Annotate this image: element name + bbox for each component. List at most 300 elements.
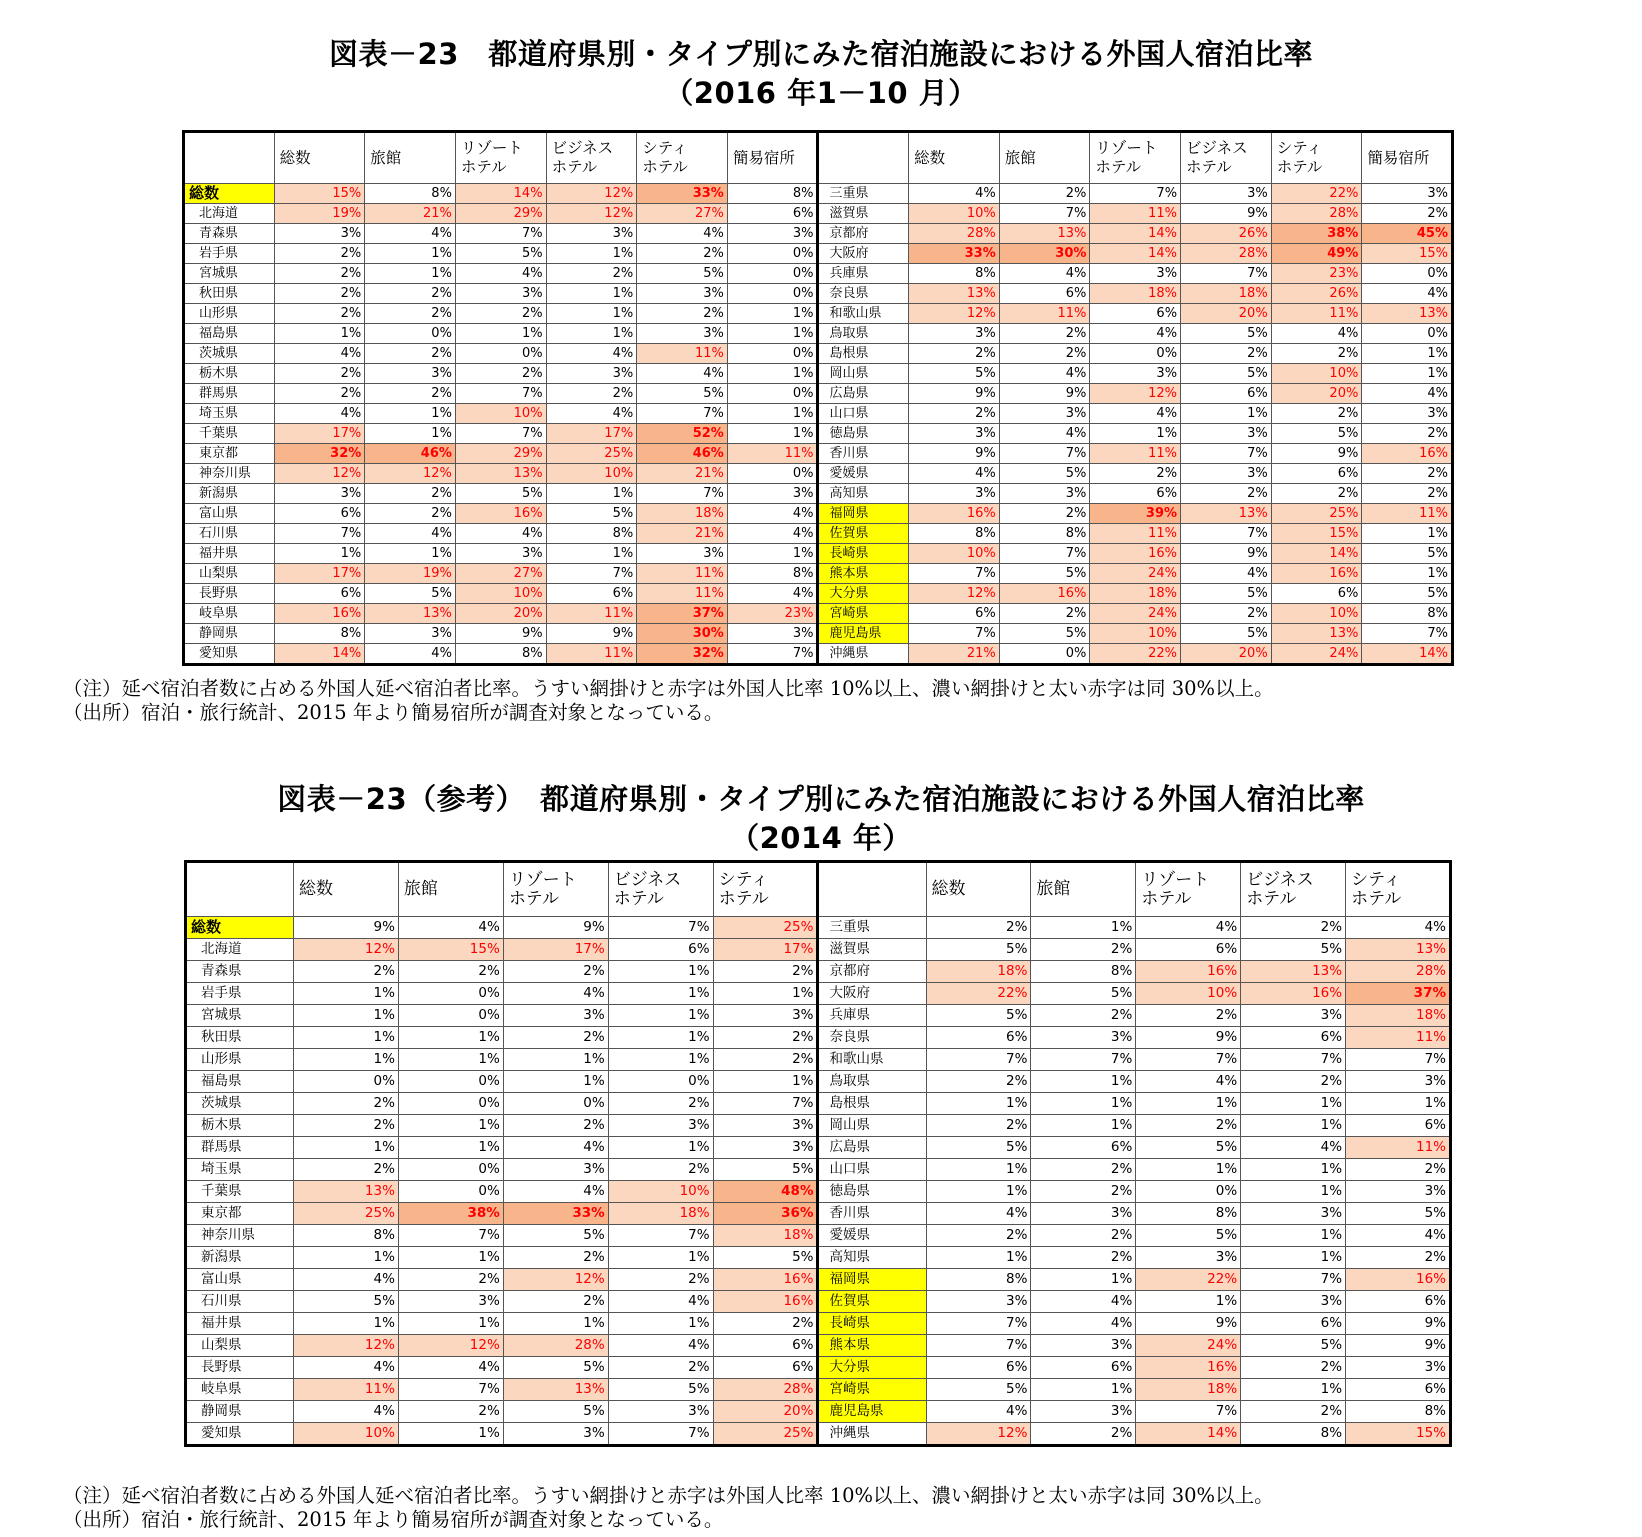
table-row <box>184 604 1453 624</box>
value-cell: 2% <box>1031 939 1136 961</box>
value-cell: 3% <box>1241 1005 1346 1027</box>
value-cell: 2% <box>1362 464 1453 484</box>
value-cell: 11% <box>546 604 637 624</box>
value-cell: 36% <box>713 1203 818 1225</box>
value-cell: 2% <box>1181 344 1272 364</box>
value-cell: 3% <box>1362 184 1453 204</box>
value-cell: 4% <box>926 1401 1031 1423</box>
row-label: 神奈川県 <box>184 464 275 484</box>
row-label: 茨城県 <box>186 1093 294 1115</box>
value-cell: 8% <box>546 524 637 544</box>
value-cell: 5% <box>608 1379 713 1401</box>
value-cell: 4% <box>1031 1291 1136 1313</box>
value-cell: 0% <box>398 1005 503 1027</box>
table-row <box>186 1247 1451 1269</box>
value-cell: 4% <box>727 504 818 524</box>
value-cell: 1% <box>1181 404 1272 424</box>
value-cell: 4% <box>503 1181 608 1203</box>
column-header: ビジネス ホテル <box>608 862 713 917</box>
value-cell: 20% <box>713 1401 818 1423</box>
row-label: 静岡県 <box>184 624 275 644</box>
value-cell: 6% <box>1090 304 1181 324</box>
table-row <box>186 1027 1451 1049</box>
value-cell: 5% <box>999 464 1090 484</box>
row-label: 宮崎県 <box>818 1379 926 1401</box>
value-cell: 3% <box>1346 1181 1451 1203</box>
value-cell: 2% <box>713 961 818 983</box>
value-cell: 20% <box>1181 304 1272 324</box>
value-cell: 7% <box>727 644 818 665</box>
value-cell: 1% <box>1031 1071 1136 1093</box>
value-cell: 2% <box>455 304 546 324</box>
row-label: 石川県 <box>186 1291 294 1313</box>
value-cell: 9% <box>1136 1313 1241 1335</box>
table1-grid <box>182 130 1454 666</box>
row-label: 愛知県 <box>186 1423 294 1446</box>
value-cell: 1% <box>546 244 637 264</box>
value-cell: 17% <box>713 939 818 961</box>
value-cell: 3% <box>926 1291 1031 1313</box>
value-cell: 13% <box>1181 504 1272 524</box>
value-cell: 3% <box>1031 1027 1136 1049</box>
column-header: 旅館 <box>398 862 503 917</box>
value-cell: 14% <box>1362 644 1453 665</box>
value-cell: 0% <box>365 324 456 344</box>
table-row <box>186 1269 1451 1291</box>
value-cell: 12% <box>365 464 456 484</box>
value-cell: 4% <box>727 584 818 604</box>
value-cell: 11% <box>637 344 728 364</box>
value-cell: 8% <box>365 184 456 204</box>
table-row <box>184 644 1453 665</box>
value-cell: 2% <box>608 1093 713 1115</box>
value-cell: 2% <box>1181 604 1272 624</box>
value-cell: 16% <box>999 584 1090 604</box>
value-cell: 3% <box>909 424 1000 444</box>
value-cell: 3% <box>1181 464 1272 484</box>
value-cell: 2% <box>503 1027 608 1049</box>
value-cell: 7% <box>398 1379 503 1401</box>
value-cell: 1% <box>1031 917 1136 939</box>
value-cell: 5% <box>503 1401 608 1423</box>
row-label: 山口県 <box>818 404 909 424</box>
value-cell: 2% <box>1031 1423 1136 1446</box>
value-cell: 7% <box>713 1093 818 1115</box>
value-cell: 2% <box>365 284 456 304</box>
value-cell: 7% <box>398 1225 503 1247</box>
table-row <box>184 264 1453 284</box>
value-cell: 9% <box>455 624 546 644</box>
value-cell: 2% <box>999 604 1090 624</box>
value-cell: 1% <box>608 1005 713 1027</box>
value-cell: 6% <box>1181 384 1272 404</box>
value-cell: 8% <box>1362 604 1453 624</box>
column-header: 旅館 <box>365 132 456 184</box>
value-cell: 6% <box>1271 464 1362 484</box>
value-cell: 3% <box>455 544 546 564</box>
value-cell: 7% <box>1136 1401 1241 1423</box>
table-row <box>184 484 1453 504</box>
value-cell: 6% <box>1031 1357 1136 1379</box>
value-cell: 5% <box>1136 1137 1241 1159</box>
value-cell: 1% <box>546 324 637 344</box>
value-cell: 11% <box>1346 1137 1451 1159</box>
value-cell: 6% <box>274 504 365 524</box>
table1-source: （出所）宿泊・旅行統計、2015 年より簡易宿所が調査対象となっている。 <box>63 701 724 724</box>
value-cell: 2% <box>608 1269 713 1291</box>
row-label: 長崎県 <box>818 544 909 564</box>
value-cell: 2% <box>909 404 1000 424</box>
value-cell: 29% <box>455 444 546 464</box>
value-cell: 6% <box>1031 1137 1136 1159</box>
value-cell: 0% <box>727 384 818 404</box>
value-cell: 7% <box>608 1423 713 1446</box>
value-cell: 24% <box>1090 564 1181 584</box>
value-cell: 1% <box>926 1247 1031 1269</box>
value-cell: 2% <box>294 1115 399 1137</box>
value-cell: 7% <box>1181 524 1272 544</box>
value-cell: 1% <box>926 1181 1031 1203</box>
value-cell: 3% <box>274 484 365 504</box>
row-label: 佐賀県 <box>818 1291 926 1313</box>
value-cell: 8% <box>999 524 1090 544</box>
value-cell: 1% <box>1241 1225 1346 1247</box>
value-cell: 22% <box>1271 184 1362 204</box>
value-cell: 2% <box>274 364 365 384</box>
value-cell: 6% <box>1241 1027 1346 1049</box>
value-cell: 1% <box>274 544 365 564</box>
table-row <box>184 584 1453 604</box>
table2-subtitle: （2014 年） <box>730 821 912 855</box>
value-cell: 3% <box>398 1291 503 1313</box>
row-label: 高知県 <box>818 1247 926 1269</box>
value-cell: 24% <box>1090 604 1181 624</box>
value-cell: 12% <box>398 1335 503 1357</box>
value-cell: 11% <box>637 584 728 604</box>
value-cell: 5% <box>546 504 637 524</box>
value-cell: 17% <box>546 424 637 444</box>
value-cell: 2% <box>398 1401 503 1423</box>
value-cell: 5% <box>503 1357 608 1379</box>
row-label: 栃木県 <box>184 364 275 384</box>
value-cell: 11% <box>1362 504 1453 524</box>
value-cell: 2% <box>1271 484 1362 504</box>
row-label: 高知県 <box>818 484 909 504</box>
row-label: 兵庫県 <box>818 264 909 284</box>
row-label: 滋賀県 <box>818 204 909 224</box>
row-label: 岐阜県 <box>184 604 275 624</box>
row-label: 新潟県 <box>184 484 275 504</box>
value-cell: 1% <box>546 304 637 324</box>
value-cell: 13% <box>455 464 546 484</box>
value-cell: 4% <box>274 404 365 424</box>
value-cell: 2% <box>1031 1225 1136 1247</box>
value-cell: 2% <box>274 264 365 284</box>
value-cell: 16% <box>713 1291 818 1313</box>
value-cell: 1% <box>608 961 713 983</box>
value-cell: 13% <box>1362 304 1453 324</box>
row-label: 三重県 <box>818 184 909 204</box>
table2-grid <box>184 860 1452 1447</box>
value-cell: 8% <box>274 624 365 644</box>
value-cell: 28% <box>1271 204 1362 224</box>
value-cell: 7% <box>926 1313 1031 1335</box>
value-cell: 5% <box>1362 584 1453 604</box>
table-row <box>186 1159 1451 1181</box>
value-cell: 7% <box>637 404 728 424</box>
value-cell: 3% <box>1136 1247 1241 1269</box>
row-label: 新潟県 <box>186 1247 294 1269</box>
value-cell: 4% <box>1090 324 1181 344</box>
table-row <box>186 961 1451 983</box>
value-cell: 7% <box>1136 1049 1241 1071</box>
row-label: 富山県 <box>184 504 275 524</box>
value-cell: 3% <box>999 404 1090 424</box>
value-cell: 30% <box>637 624 728 644</box>
table-row <box>186 1005 1451 1027</box>
value-cell: 6% <box>1241 1313 1346 1335</box>
value-cell: 3% <box>608 1401 713 1423</box>
value-cell: 3% <box>999 484 1090 504</box>
value-cell: 52% <box>637 424 728 444</box>
value-cell: 12% <box>503 1269 608 1291</box>
value-cell: 8% <box>1241 1423 1346 1446</box>
value-cell: 4% <box>909 184 1000 204</box>
value-cell: 1% <box>1346 1093 1451 1115</box>
row-label: 岡山県 <box>818 364 909 384</box>
value-cell: 9% <box>1181 204 1272 224</box>
row-label: 宮城県 <box>186 1005 294 1027</box>
value-cell: 25% <box>1271 504 1362 524</box>
value-cell: 1% <box>398 1049 503 1071</box>
value-cell: 0% <box>1136 1181 1241 1203</box>
value-cell: 21% <box>637 524 728 544</box>
value-cell: 2% <box>365 504 456 524</box>
value-cell: 12% <box>909 584 1000 604</box>
value-cell: 13% <box>365 604 456 624</box>
value-cell: 18% <box>608 1203 713 1225</box>
value-cell: 11% <box>637 564 728 584</box>
value-cell: 3% <box>365 364 456 384</box>
value-cell: 18% <box>1090 584 1181 604</box>
value-cell: 2% <box>1346 1159 1451 1181</box>
value-cell: 4% <box>608 1335 713 1357</box>
row-label: 秋田県 <box>186 1027 294 1049</box>
value-cell: 25% <box>713 917 818 939</box>
value-cell: 0% <box>455 344 546 364</box>
value-cell: 2% <box>1031 1247 1136 1269</box>
value-cell: 25% <box>294 1203 399 1225</box>
value-cell: 1% <box>608 1137 713 1159</box>
value-cell: 5% <box>1362 544 1453 564</box>
value-cell: 2% <box>608 1357 713 1379</box>
value-cell: 10% <box>1136 983 1241 1005</box>
value-cell: 6% <box>727 204 818 224</box>
table1-subtitle: （2016 年1－10 月） <box>664 76 978 110</box>
value-cell: 10% <box>455 404 546 424</box>
value-cell: 1% <box>398 1247 503 1269</box>
value-cell: 3% <box>713 1137 818 1159</box>
value-cell: 5% <box>1181 324 1272 344</box>
value-cell: 1% <box>398 1137 503 1159</box>
value-cell: 5% <box>999 624 1090 644</box>
value-cell: 3% <box>1181 184 1272 204</box>
table-row <box>184 524 1453 544</box>
value-cell: 27% <box>455 564 546 584</box>
row-label: 青森県 <box>184 224 275 244</box>
column-header: シティ ホテル <box>637 132 728 184</box>
row-label: 北海道 <box>184 204 275 224</box>
value-cell: 5% <box>637 384 728 404</box>
table-row <box>184 184 1453 204</box>
table-row <box>184 284 1453 304</box>
value-cell: 8% <box>455 644 546 665</box>
value-cell: 5% <box>926 1379 1031 1401</box>
table-row <box>186 1071 1451 1093</box>
value-cell: 7% <box>1181 264 1272 284</box>
column-header: ビジネス ホテル <box>1241 862 1346 917</box>
value-cell: 2% <box>1271 344 1362 364</box>
value-cell: 3% <box>608 1115 713 1137</box>
value-cell: 1% <box>365 264 456 284</box>
value-cell: 12% <box>294 1335 399 1357</box>
value-cell: 3% <box>1346 1357 1451 1379</box>
row-label: 千葉県 <box>186 1181 294 1203</box>
value-cell: 0% <box>727 344 818 364</box>
value-cell: 16% <box>909 504 1000 524</box>
table-row <box>184 384 1453 404</box>
value-cell: 5% <box>1241 1335 1346 1357</box>
row-label: 石川県 <box>184 524 275 544</box>
value-cell: 1% <box>926 1159 1031 1181</box>
value-cell: 1% <box>398 1313 503 1335</box>
value-cell: 16% <box>1090 544 1181 564</box>
value-cell: 0% <box>727 244 818 264</box>
value-cell: 4% <box>926 1203 1031 1225</box>
value-cell: 21% <box>909 644 1000 665</box>
value-cell: 2% <box>926 1071 1031 1093</box>
value-cell: 4% <box>365 644 456 665</box>
value-cell: 7% <box>926 1049 1031 1071</box>
column-header: 簡易宿所 <box>1362 132 1453 184</box>
value-cell: 16% <box>1136 1357 1241 1379</box>
row-label: 福井県 <box>184 544 275 564</box>
value-cell: 0% <box>608 1071 713 1093</box>
value-cell: 9% <box>294 917 399 939</box>
value-cell: 49% <box>1271 244 1362 264</box>
value-cell: 1% <box>294 1247 399 1269</box>
value-cell: 7% <box>1241 1049 1346 1071</box>
value-cell: 1% <box>727 324 818 344</box>
value-cell: 5% <box>713 1247 818 1269</box>
value-cell: 0% <box>398 983 503 1005</box>
value-cell: 2% <box>274 284 365 304</box>
value-cell: 1% <box>713 983 818 1005</box>
value-cell: 6% <box>926 1027 1031 1049</box>
value-cell: 33% <box>637 184 728 204</box>
row-label: 熊本県 <box>818 1335 926 1357</box>
value-cell: 23% <box>727 604 818 624</box>
table2-source: （出所）宿泊・旅行統計、2015 年より簡易宿所が調査対象となっている。 <box>63 1508 724 1531</box>
column-header: リゾート ホテル <box>455 132 546 184</box>
value-cell: 3% <box>1090 364 1181 384</box>
table-row <box>184 224 1453 244</box>
value-cell: 4% <box>294 1357 399 1379</box>
value-cell: 2% <box>1362 204 1453 224</box>
value-cell: 12% <box>926 1423 1031 1446</box>
table-row <box>184 464 1453 484</box>
value-cell: 1% <box>1362 524 1453 544</box>
value-cell: 2% <box>637 244 728 264</box>
value-cell: 13% <box>1346 939 1451 961</box>
value-cell: 9% <box>909 444 1000 464</box>
value-cell: 2% <box>503 1291 608 1313</box>
value-cell: 15% <box>1346 1423 1451 1446</box>
value-cell: 1% <box>1136 1159 1241 1181</box>
value-cell: 3% <box>1031 1335 1136 1357</box>
value-cell: 4% <box>1362 284 1453 304</box>
value-cell: 1% <box>546 484 637 504</box>
value-cell: 3% <box>365 624 456 644</box>
table1-title: 図表－23 都道府県別・タイプ別にみた宿泊施設における外国人宿泊比率 <box>329 37 1313 71</box>
table2-note: （注）延べ宿泊者数に占める外国人延べ宿泊者比率。うすい網掛けと赤字は外国人比率 10%以上、濃い網掛けと太い赤字は同 30%以上。 <box>63 1484 1274 1507</box>
value-cell: 3% <box>1181 424 1272 444</box>
column-header: リゾート ホテル <box>1090 132 1181 184</box>
value-cell: 1% <box>1241 1181 1346 1203</box>
value-cell: 18% <box>1181 284 1272 304</box>
value-cell: 16% <box>1241 983 1346 1005</box>
row-label: 島根県 <box>818 1093 926 1115</box>
row-label: 佐賀県 <box>818 524 909 544</box>
value-cell: 18% <box>1136 1379 1241 1401</box>
value-cell: 2% <box>637 304 728 324</box>
value-cell: 1% <box>1241 1159 1346 1181</box>
value-cell: 30% <box>999 244 1090 264</box>
column-header: 総数 <box>926 862 1031 917</box>
row-label: 長崎県 <box>818 1313 926 1335</box>
row-label: 埼玉県 <box>184 404 275 424</box>
value-cell: 3% <box>727 484 818 504</box>
value-cell: 2% <box>926 1225 1031 1247</box>
value-cell: 4% <box>455 264 546 284</box>
value-cell: 2% <box>1181 484 1272 504</box>
value-cell: 1% <box>546 544 637 564</box>
value-cell: 4% <box>1181 564 1272 584</box>
column-header: ビジネス ホテル <box>1181 132 1272 184</box>
table-row <box>184 304 1453 324</box>
value-cell: 1% <box>1031 1093 1136 1115</box>
row-label: 大阪府 <box>818 983 926 1005</box>
value-cell: 1% <box>1241 1093 1346 1115</box>
value-cell: 11% <box>294 1379 399 1401</box>
value-cell: 3% <box>1090 264 1181 284</box>
value-cell: 1% <box>503 1049 608 1071</box>
value-cell: 23% <box>1271 264 1362 284</box>
value-cell: 46% <box>365 444 456 464</box>
value-cell: 7% <box>455 424 546 444</box>
value-cell: 4% <box>999 424 1090 444</box>
value-cell: 46% <box>637 444 728 464</box>
value-cell: 3% <box>274 224 365 244</box>
value-cell: 10% <box>608 1181 713 1203</box>
value-cell: 1% <box>727 364 818 384</box>
value-cell: 13% <box>294 1181 399 1203</box>
column-header: 総数 <box>909 132 1000 184</box>
table-row <box>184 364 1453 384</box>
value-cell: 16% <box>455 504 546 524</box>
value-cell: 2% <box>1031 1159 1136 1181</box>
value-cell: 2% <box>365 484 456 504</box>
